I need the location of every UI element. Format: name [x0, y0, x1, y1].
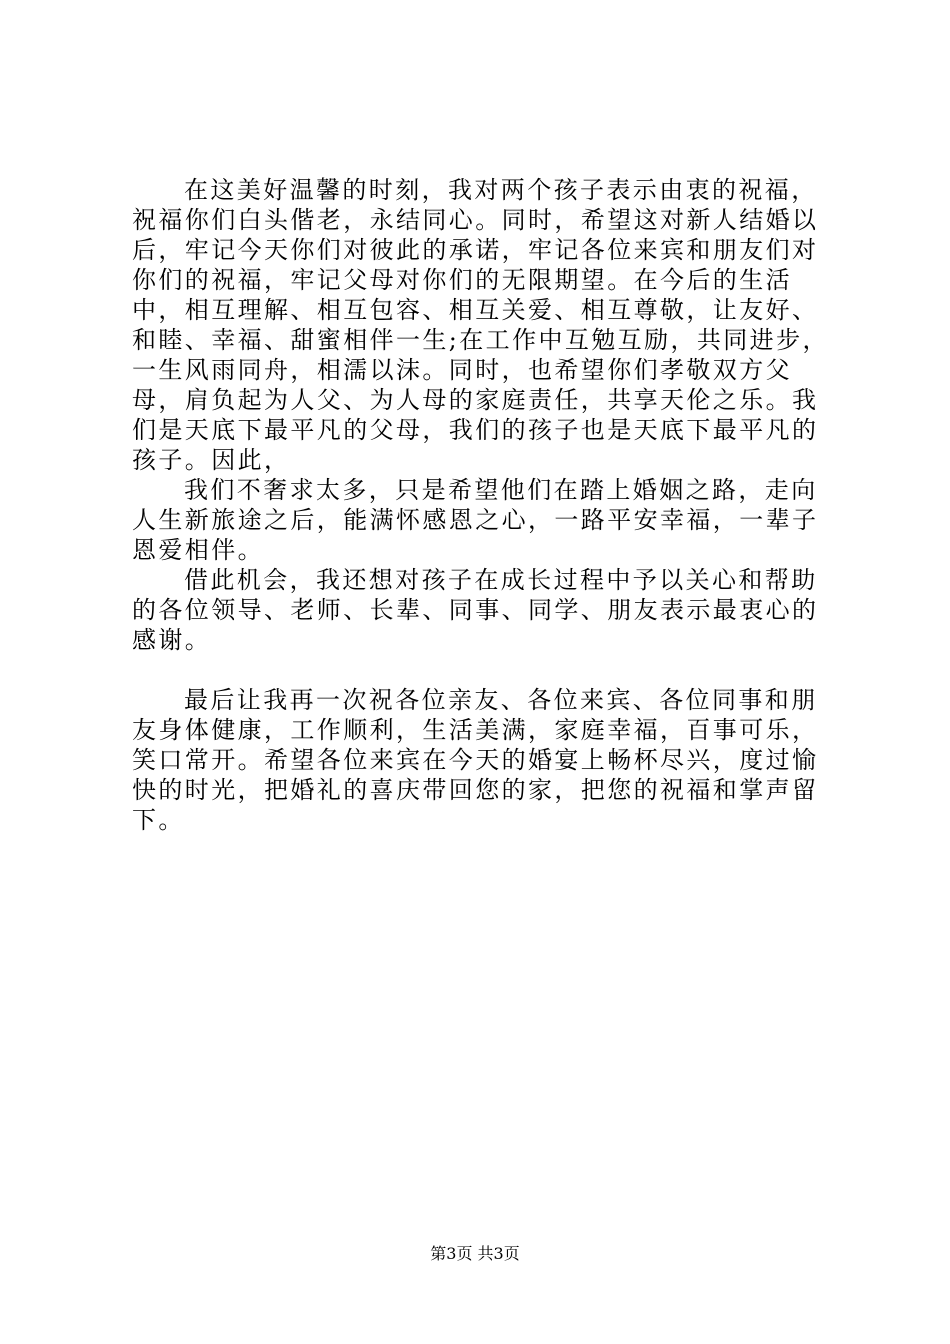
paragraph-thanks: 借此机会，我还想对孩子在成长过程中予以关心和帮助的各位领导、老师、长辈、同事、同学、朋友表示最衷心的感谢。 [132, 566, 819, 654]
page-footer: 第3页 共3页 [430, 1244, 520, 1263]
paragraph-closing: 最后让我再一次祝各位亲友、各位来宾、各位同事和朋友身体健康，工作顺利，生活美满，家庭幸福，百事可乐，笑口常开。希望各位来宾在今天的婚宴上畅杯尽兴，度过愉快的时光，把婚礼的喜庆带回您的家，把您的祝福和掌声留下。 [132, 686, 819, 834]
paragraph-blessing: 在这美好温馨的时刻，我对两个孩子表示由衷的祝福，祝福你们白头偕老，永结同心。同时，希望这对新人结婚以后，牢记今天你们对彼此的承诺，牢记各位来宾和朋友们对你们的祝福，牢记父母对你们的无限期望。在今后的生活中，相互理解、相互包容、相互关爱、相互尊敬，让友好、和睦、幸福、甜蜜相伴一生;在工作中互勉互励，共同进步，一生风雨同舟，相濡以沫。同时，也希望你们孝敬双方父母，肩负起为人父、为人母的家庭责任，共享天伦之乐。我们是天底下最平凡的父母，我们的孩子也是天底下最平凡的孩子。因此， [132, 176, 829, 474]
document-body [132, 175, 832, 835]
paragraph-hope: 我们不奢求太多，只是希望他们在踏上婚姻之路，走向人生新旅途之后，能满怀感恩之心，一路平安幸福，一辈子恩爱相伴。 [132, 476, 819, 564]
